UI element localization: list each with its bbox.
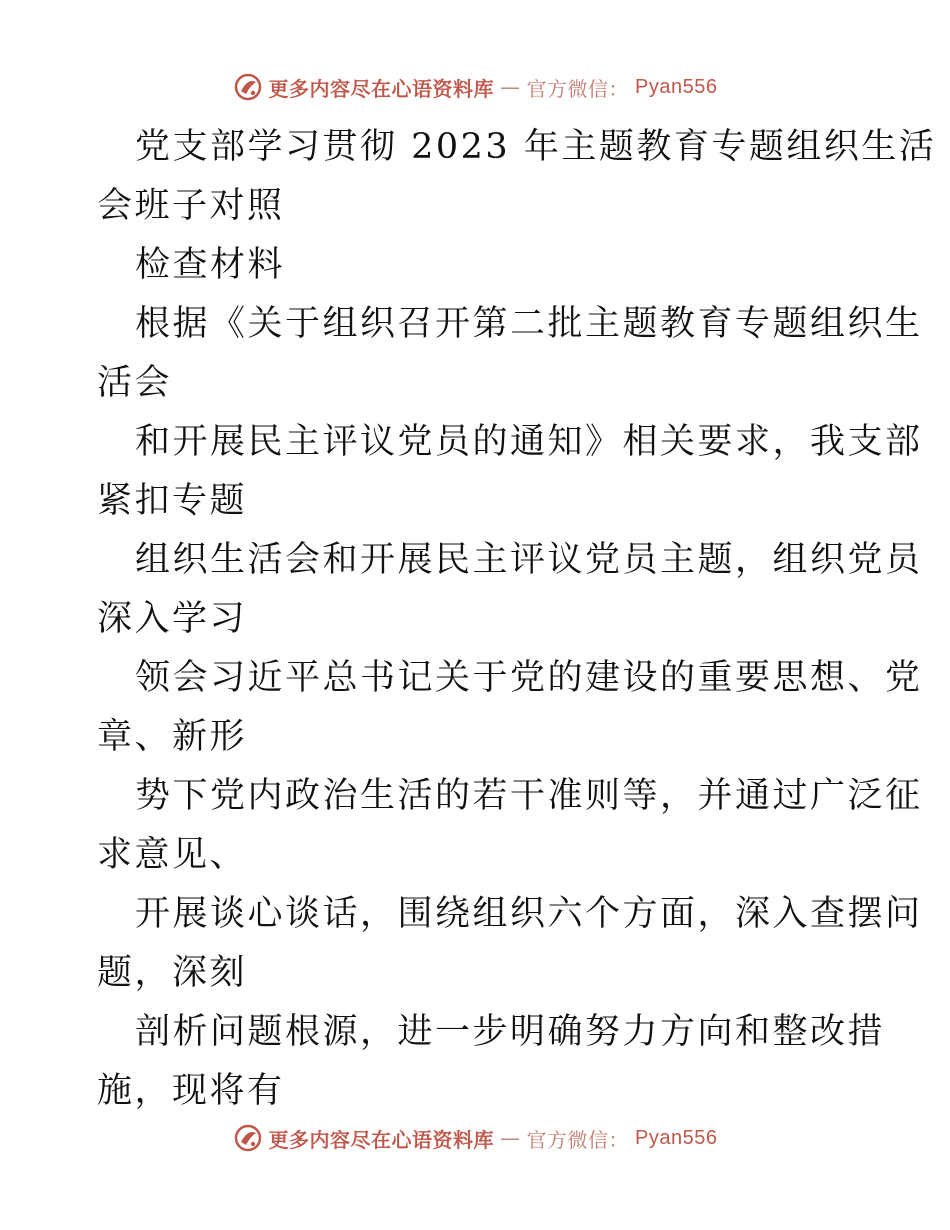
body-line: 活会 (97, 363, 173, 403)
body-line: 会班子对照 (97, 186, 285, 226)
body-line: 领会习近平总书记关于党的建设的重要思想、党 (135, 658, 923, 698)
document-body (97, 118, 937, 1121)
body-line: 检查材料 (135, 245, 286, 285)
body-line: 剖析问题根源，进一步明确努力方向和整改措 (135, 1012, 886, 1052)
watermark-wechat-id: Pyan556 (635, 1126, 718, 1149)
watermark-label: 官方微信： (526, 1127, 630, 1152)
brand-logo-icon (233, 1123, 263, 1153)
body-line: 题，深刻 (97, 953, 248, 993)
footer-watermark (0, 1123, 950, 1153)
header-watermark (0, 72, 950, 102)
watermark-separator: — (500, 1126, 521, 1150)
watermark-wechat-id: Pyan556 (635, 75, 718, 98)
watermark-separator: — (500, 75, 521, 99)
brand-logo-icon (233, 72, 263, 102)
body-line: 紧扣专题 (97, 481, 248, 521)
body-line: 党支部学习贯彻 2023 年主题教育专题组织生活 (135, 127, 937, 167)
body-line: 求意见、 (97, 835, 248, 875)
body-line: 施，现将有 (97, 1071, 285, 1111)
body-line: 根据《关于组织召开第二批主题教育专题组织生 (135, 304, 923, 344)
body-line: 组织生活会和开展民主评议党员主题，组织党员 (135, 540, 923, 580)
body-line: 势下党内政治生活的若干准则等，并通过广泛征 (135, 776, 923, 816)
watermark-main-text: 更多内容尽在心语资料库 (268, 76, 495, 101)
body-line: 深入学习 (97, 599, 248, 639)
watermark-main-text: 更多内容尽在心语资料库 (268, 1127, 495, 1152)
body-line: 章、新形 (97, 717, 248, 757)
watermark-label: 官方微信： (526, 76, 630, 101)
body-line: 开展谈心谈话，围绕组织六个方面，深入查摆问 (135, 894, 923, 934)
body-line: 和开展民主评议党员的通知》相关要求，我支部 (135, 422, 923, 462)
